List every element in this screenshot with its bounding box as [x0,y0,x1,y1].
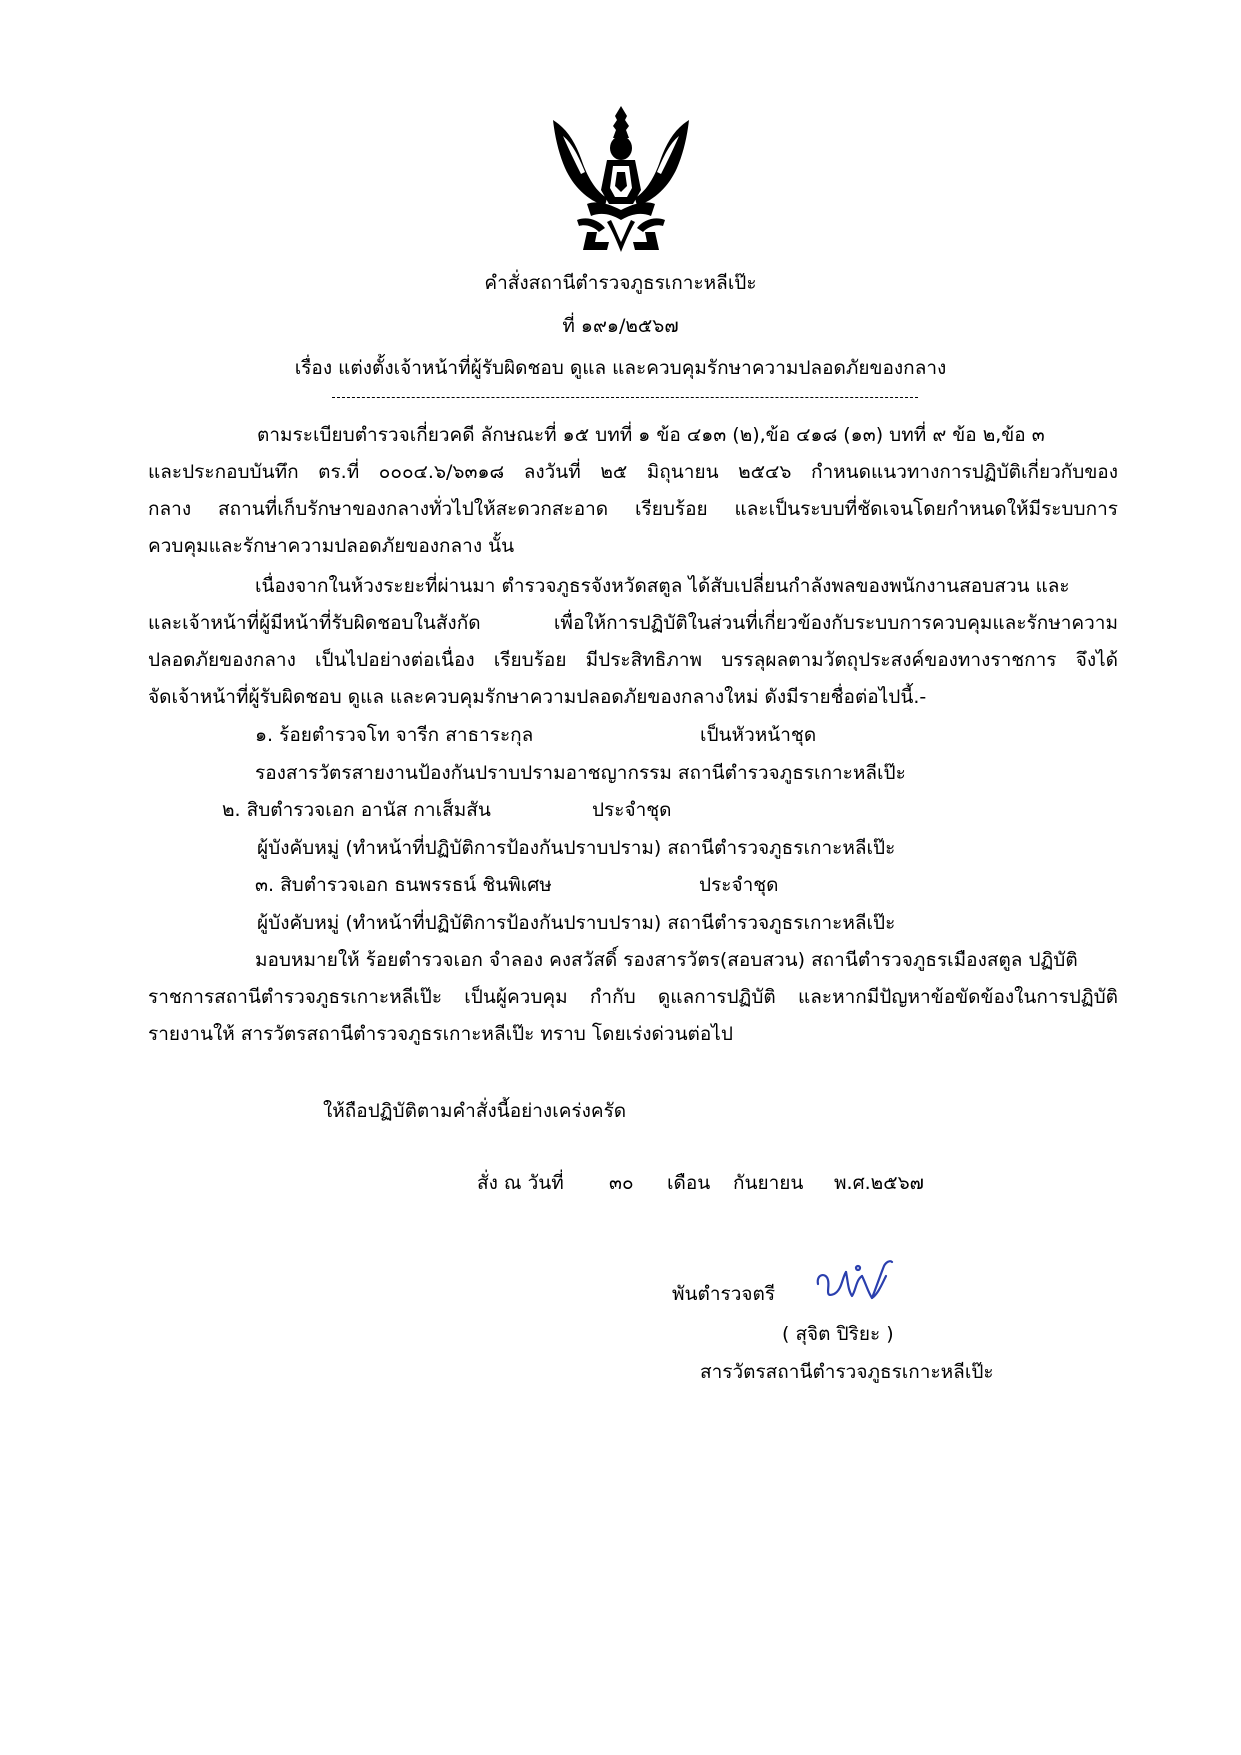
date-day: ๓๐ [609,1172,634,1194]
date-year: พ.ศ.๒๕๖๗ [834,1172,924,1194]
signer-name: ( สุจิต ปิริยะ ) [782,1323,894,1345]
order-subject: เรื่อง แต่งตั้งเจ้าหน้าที่ผู้รับผิดชอบ ดูแล และควบคุมรักษาความปลอดภัยของกลาง [294,357,947,379]
header-divider [332,397,918,398]
para2-line4: จัดเจ้าหน้าที่ผู้รับผิดชอบ ดูแล และควบคุมรักษาความปลอดภัยของกลางใหม่ ดังมีรายชื่อต่อไปนี้.- [148,686,927,708]
staff-2-position: ผู้บังคับหมู่ (ทำหน้าที่ปฏิบัติการป้องกันปราบปราม) สถานีตำรวจภูธรเกาะหลีเป๊ะ [257,837,896,859]
para3-line2: ราชการสถานีตำรวจภูธรเกาะหลีเป๊ะ เป็นผู้ควบคุม กำกับ ดูแลการปฏิบัติ และหากมีปัญหาข้อขัดข้องในการปฏิบัติ [148,986,1118,1008]
date-month-label: เดือน [667,1172,711,1194]
signer-position: สารวัตรสถานีตำรวจภูธรเกาะหลีเป๊ะ [700,1361,994,1383]
staff-2-role: ประจำชุด [592,799,672,821]
staff-2-name: ๒. สิบตำรวจเอก อานัส กาเส็มสัน [222,799,491,821]
handwritten-signature-icon [812,1254,896,1306]
signer-rank: พันตำรวจตรี [672,1283,776,1305]
closing-statement: ให้ถือปฏิบัติตามคำสั่งนี้อย่างเคร่งครัด [323,1100,627,1122]
para2-line3: ปลอดภัยของกลาง เป็นไปอย่างต่อเนื่อง เรียบร้อย มีประสิทธิภาพ บรรลุผลตามวัตถุประสงค์ของทางราชการ จึงได้ [148,649,1118,671]
staff-3-role: ประจำชุด [699,874,779,896]
staff-3-name: ๓. สิบตำรวจเอก ธนพรรธน์ ชินพิเศษ [255,874,552,896]
staff-1-name: ๑. ร้อยตำรวจโท จารีก สาธาระกุล [255,724,534,746]
staff-1-position: รองสารวัตรสายงานป้องกันปราบปรามอาชญากรรม สถานีตำรวจภูธรเกาะหลีเป๊ะ [255,762,906,784]
garuda-emblem-icon [547,100,695,260]
order-title: คำสั่งสถานีตำรวจภูธรเกาะหลีเป๊ะ [484,272,757,294]
para1-line4: ควบคุมและรักษาความปลอดภัยของกลาง นั้น [148,535,515,557]
para1-line3: กลาง สถานที่เก็บรักษาของกลางทั่วไปให้สะดวกสะอาด เรียบร้อย และเป็นระบบที่ชัดเจนโดยกำหนดให้มีระบบการ [148,498,1118,520]
para3-line3: รายงานให้ สารวัตรสถานีตำรวจภูธรเกาะหลีเป๊ะ ทราบ โดยเร่งด่วนต่อไป [148,1023,733,1045]
staff-1-role: เป็นหัวหน้าชุด [700,724,817,746]
date-prefix: สั่ง ณ วันที่ [477,1172,564,1194]
para3-line1: มอบหมายให้ ร้อยตำรวจเอก จำลอง คงสวัสดิ์ รองสารวัตร(สอบสวน) สถานีตำรวจภูธรเมืองสตูล ปฏิบัติ [255,949,1078,971]
staff-3-position: ผู้บังคับหมู่ (ทำหน้าที่ปฏิบัติการป้องกันปราบปราม) สถานีตำรวจภูธรเกาะหลีเป๊ะ [257,912,896,934]
para2-line1: เนื่องจากในห้วงระยะที่ผ่านมา ตำรวจภูธรจังหวัดสตูล ได้สับเปลี่ยนกำลังพลของพนักงานสอบสวน และ [255,575,1070,597]
para1-line1: ตามระเบียบตำรวจเกี่ยวคดี ลักษณะที่ ๑๕ บทที่ ๑ ข้อ ๔๑๓ (๒),ข้อ ๔๑๘ (๑๓) บทที่ ๙ ข้อ ๒,ข้อ ๓ [257,424,1045,446]
order-number: ที่ ๑๙๑/๒๕๖๗ [562,315,679,337]
para1-line2: และประกอบบันทึก ตร.ที่ ๐๐๐๔.๖/๖๓๑๘ ลงวันที่ ๒๕ มิถุนายน ๒๕๔๖ กำหนดแนวทางการปฏิบัติเกี่ยวกับของ [148,461,1118,483]
date-month: กันยายน [733,1172,804,1194]
para2-line2: และเจ้าหน้าที่ผู้มีหน้าที่รับผิดชอบในสังกัด เพื่อให้การปฏิบัติในส่วนที่เกี่ยวข้องกับระบบการควบคุมและรักษาความ [148,612,1118,634]
